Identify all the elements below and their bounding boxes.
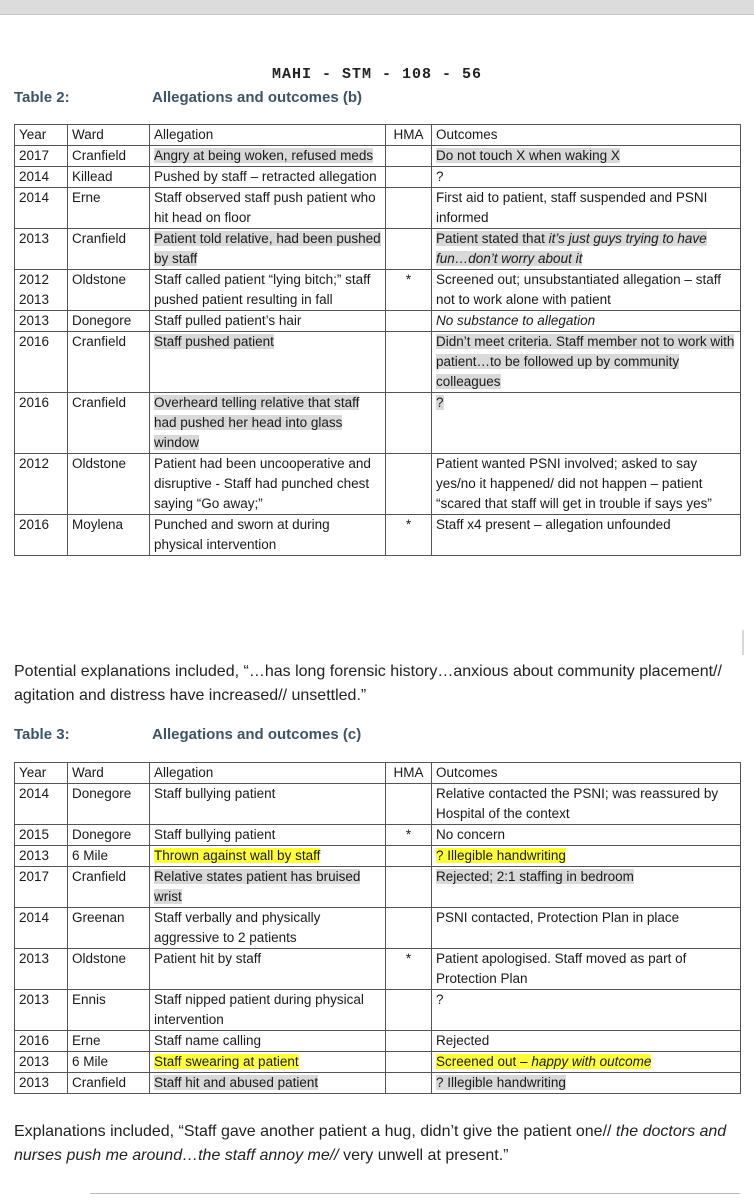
allegation-cell (150, 332, 386, 393)
outcome-cell (432, 846, 741, 867)
year-cell: 2012 (15, 454, 68, 515)
table-row (15, 1073, 741, 1094)
header-cell: Ward (68, 125, 150, 146)
allegation-text: Staff pushed patient (154, 334, 274, 349)
ward-cell: Cranfield (68, 867, 150, 908)
allegation-cell: Staff name calling (150, 1031, 386, 1052)
hma-cell (386, 1052, 432, 1073)
outcome-cell (432, 146, 741, 167)
table-row (15, 332, 741, 393)
hma-cell: * (386, 270, 432, 311)
table-row (15, 454, 741, 515)
hma-cell (386, 867, 432, 908)
outcome-text: ? (436, 395, 444, 410)
hma-cell (386, 908, 432, 949)
hma-cell (386, 1073, 432, 1094)
bottom-divider (90, 1193, 740, 1194)
allegation-text: Patient told relative, had been pushed by staff (154, 231, 381, 266)
table-row (15, 146, 741, 167)
allegation-cell: Staff verbally and physically aggressive to 2 patients (150, 908, 386, 949)
ward-cell: 6 Mile (68, 1052, 150, 1073)
ward-cell: Erne (68, 188, 150, 229)
outcome-text: Rejected; 2:1 staffing in bedroom (436, 869, 634, 884)
outcome-text: Screened out – (436, 1054, 532, 1069)
year-cell: 2017 (15, 146, 68, 167)
outcome-text: ? Illegible handwriting (436, 1075, 566, 1090)
outcome-cell: ? (432, 990, 741, 1031)
year-cell: 2014 (15, 188, 68, 229)
table-row (15, 311, 741, 332)
table2-header-row (15, 125, 741, 146)
allegation-cell: Staff nipped patient during physical intervention (150, 990, 386, 1031)
ward-cell: Oldstone (68, 454, 150, 515)
paragraph2-text: Explanations included, “Staff gave another patient a hug, didn’t give the patient one// (14, 1123, 616, 1140)
allegation-cell: Staff pulled patient’s hair (150, 311, 386, 332)
allegation-cell: Pushed by staff – retracted allegation (150, 167, 386, 188)
allegation-cell: Staff observed staff push patient who hit head on floor (150, 188, 386, 229)
year-cell: 2016 (15, 332, 68, 393)
year-cell: 2017 (15, 867, 68, 908)
outcome-cell (432, 332, 741, 393)
table-row (15, 167, 741, 188)
allegation-cell: Staff bullying patient (150, 825, 386, 846)
outcome-cell (432, 867, 741, 908)
allegation-cell (150, 846, 386, 867)
year-cell: 2016 (15, 1031, 68, 1052)
hma-cell (386, 332, 432, 393)
allegation-text: Relative states patient has bruised wrist (154, 869, 361, 904)
outcome-cell: First aid to patient, staff suspended and PSNI informed (432, 188, 741, 229)
header-cell: Outcomes (432, 763, 741, 784)
ward-cell: Donegore (68, 825, 150, 846)
allegation-cell (150, 867, 386, 908)
header-cell: Year (15, 763, 68, 784)
year-cell: 2012 2013 (15, 270, 68, 311)
year-cell: 2013 (15, 229, 68, 270)
table-row (15, 990, 741, 1031)
allegation-cell (150, 229, 386, 270)
table-row (15, 188, 741, 229)
table-row (15, 229, 741, 270)
hma-cell: * (386, 825, 432, 846)
ward-cell: Cranfield (68, 146, 150, 167)
year-cell: 2016 (15, 515, 68, 556)
outcome-cell: Relative contacted the PSNI; was reassured by Hospital of the context (432, 784, 741, 825)
hma-cell (386, 846, 432, 867)
outcome-cell: Screened out; unsubstantiated allegation – staff not to work alone with patient (432, 270, 741, 311)
year-cell: 2014 (15, 784, 68, 825)
year-cell: 2016 (15, 393, 68, 454)
outcome-quote: it’s just guys trying to have fun…don’t worry about it (436, 231, 707, 266)
ward-cell: Killead (68, 167, 150, 188)
allegation-cell (150, 1052, 386, 1073)
ward-cell: Cranfield (68, 393, 150, 454)
table-row (15, 846, 741, 867)
ward-cell: Greenan (68, 908, 150, 949)
year-cell: 2014 (15, 167, 68, 188)
allegation-cell (150, 393, 386, 454)
allegation-text: Staff hit and abused patient (154, 1075, 319, 1090)
table-row (15, 867, 741, 908)
year-cell: 2013 (15, 846, 68, 867)
allegation-cell: Punched and sworn at during physical intervention (150, 515, 386, 556)
header-cell: Allegation (150, 763, 386, 784)
outcome-cell: ? (432, 167, 741, 188)
ward-cell: Cranfield (68, 229, 150, 270)
year-cell: 2013 (15, 311, 68, 332)
header-cell: HMA (386, 125, 432, 146)
table-row (15, 825, 741, 846)
outcome-text: ? Illegible handwriting (436, 848, 566, 863)
ward-cell: Cranfield (68, 332, 150, 393)
outcome-cell (432, 393, 741, 454)
table-row (15, 270, 741, 311)
allegation-text: Staff swearing at patient (154, 1054, 299, 1069)
paragraph2-text-end: very unwell at present.” (338, 1147, 509, 1164)
ward-cell: Oldstone (68, 270, 150, 311)
year-cell: 2013 (15, 949, 68, 990)
table3 (14, 762, 741, 1094)
hma-cell: * (386, 515, 432, 556)
ward-cell: Cranfield (68, 1073, 150, 1094)
outcome-cell: PSNI contacted, Protection Plan in place (432, 908, 741, 949)
year-cell: 2013 (15, 1073, 68, 1094)
table2 (14, 124, 741, 556)
outcome-text: Didn’t meet criteria. Staff member not to work with patient…to be followed up by community colleagues (436, 334, 735, 389)
year-cell: 2013 (15, 990, 68, 1031)
ward-cell: Donegore (68, 311, 150, 332)
allegation-cell (150, 1073, 386, 1094)
outcome-cell (432, 1073, 741, 1094)
header-cell: Allegation (150, 125, 386, 146)
ward-cell: Moylena (68, 515, 150, 556)
header-cell: HMA (386, 763, 432, 784)
header-cell: Ward (68, 763, 150, 784)
allegation-text: Angry at being woken, refused meds (154, 148, 374, 163)
hma-cell (386, 229, 432, 270)
top-toolbar-strip (0, 0, 754, 15)
hma-cell (386, 990, 432, 1031)
table3-header-row (15, 763, 741, 784)
hma-cell (386, 784, 432, 825)
allegation-cell: Staff called patient “lying bitch;” staff pushed patient resulting in fall (150, 270, 386, 311)
table-row (15, 515, 741, 556)
header-cell: Year (15, 125, 68, 146)
table3-label: Table 3: (14, 726, 70, 743)
hma-cell (386, 146, 432, 167)
hma-cell (386, 393, 432, 454)
year-cell: 2014 (15, 908, 68, 949)
outcome-quote: happy with outcome (531, 1054, 652, 1069)
table2-label: Table 2: (14, 89, 70, 106)
outcome-text: Do not touch X when waking X (436, 148, 620, 163)
table2-title: Allegations and outcomes (b) (152, 89, 363, 106)
table-row (15, 1052, 741, 1073)
allegation-cell (150, 146, 386, 167)
paragraph2-quote: the doctors and nurses push me around…the staff annoy me// (14, 1123, 727, 1164)
year-cell: 2015 (15, 825, 68, 846)
ward-cell: Ennis (68, 990, 150, 1031)
allegation-text: Overheard telling relative that staff had pushed her head into glass window (154, 395, 360, 450)
outcome-cell (432, 229, 741, 270)
table3-heading (14, 726, 362, 743)
allegation-cell: Staff bullying patient (150, 784, 386, 825)
allegation-text: Thrown against wall by staff (154, 848, 321, 863)
table2-heading (14, 89, 363, 106)
outcome-cell: Rejected (432, 1031, 741, 1052)
explanation-paragraph-2 (14, 1120, 752, 1168)
table3-title: Allegations and outcomes (c) (152, 726, 362, 743)
outcome-cell: Patient apologised. Staff moved as part of Protection Plan (432, 949, 741, 990)
page-edge-mark (742, 630, 744, 655)
hma-cell (386, 311, 432, 332)
outcome-cell: No concern (432, 825, 741, 846)
table-row (15, 949, 741, 990)
document-reference-code: MAHI - STM - 108 - 56 (272, 66, 483, 83)
table-row (15, 908, 741, 949)
hma-cell (386, 167, 432, 188)
ward-cell: Donegore (68, 784, 150, 825)
hma-cell: * (386, 949, 432, 990)
ward-cell: 6 Mile (68, 846, 150, 867)
outcome-text: Patient stated that (436, 231, 549, 246)
table-row (15, 1031, 741, 1052)
outcome-cell: Staff x4 present – allegation unfounded (432, 515, 741, 556)
outcome-cell: Patient wanted PSNI involved; asked to say yes/no it happened/ did not happen – patient “scared that staff will get in trouble if says yes” (432, 454, 741, 515)
explanation-paragraph-1: Potential explanations included, “…has long forensic history…anxious about community placement// agitation and distress have increased// unsettled.” (14, 663, 722, 704)
hma-cell (386, 454, 432, 515)
hma-cell (386, 1031, 432, 1052)
ward-cell: Erne (68, 1031, 150, 1052)
year-cell: 2013 (15, 1052, 68, 1073)
table-row (15, 784, 741, 825)
header-cell: Outcomes (432, 125, 741, 146)
ward-cell: Oldstone (68, 949, 150, 990)
allegation-cell: Patient had been uncooperative and disruptive - Staff had punched chest saying “Go away;” (150, 454, 386, 515)
outcome-cell: No substance to allegation (432, 311, 741, 332)
hma-cell (386, 188, 432, 229)
allegation-cell: Patient hit by staff (150, 949, 386, 990)
table-row (15, 393, 741, 454)
outcome-cell (432, 1052, 741, 1073)
